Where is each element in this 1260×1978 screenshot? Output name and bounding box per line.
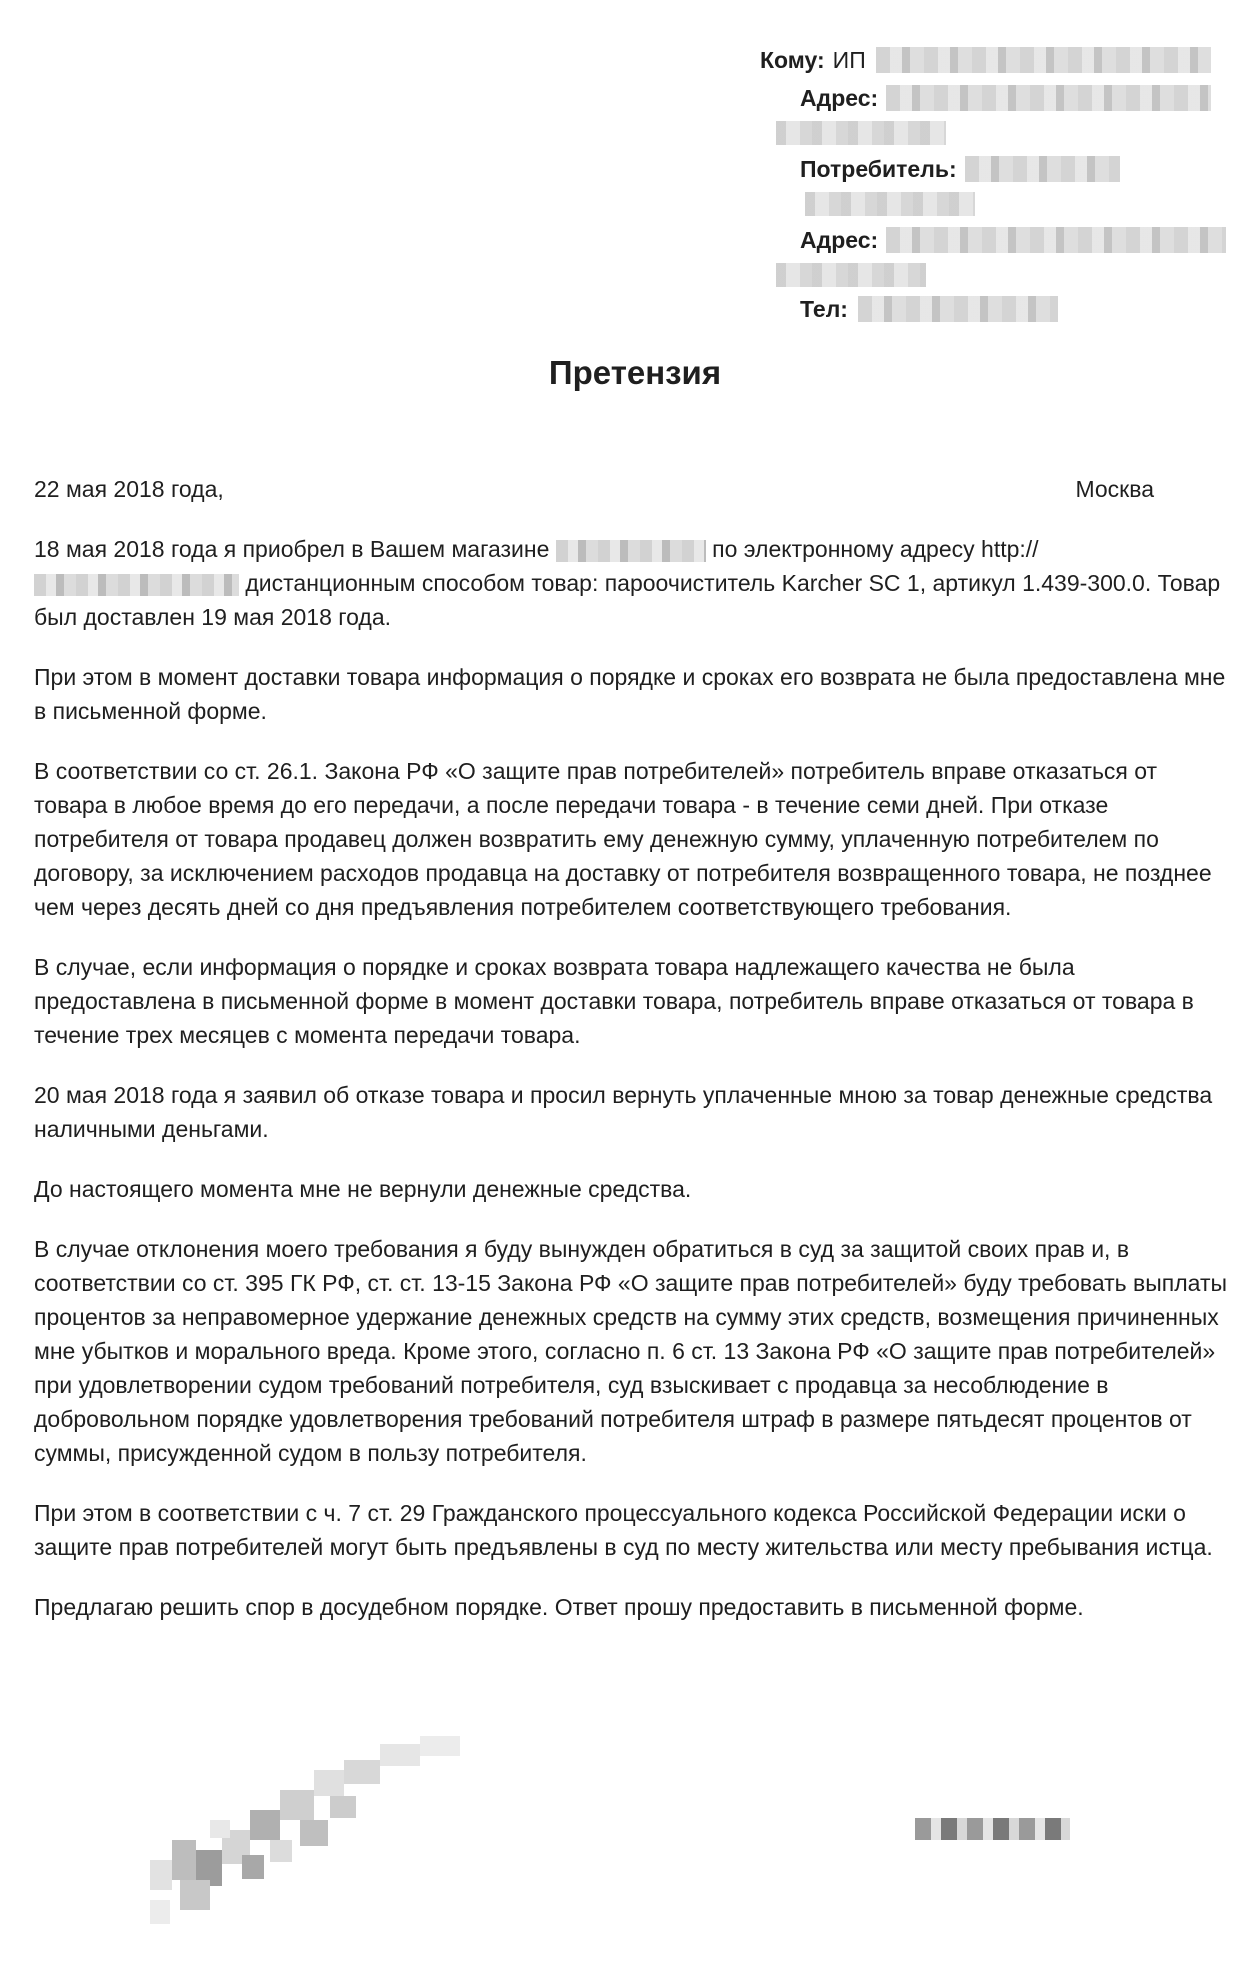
address2-row	[800, 224, 1240, 287]
claim-body	[34, 532, 1229, 1650]
paragraph-purchase	[34, 532, 1229, 634]
redacted-consumer	[965, 156, 1120, 182]
address1-row	[800, 82, 1240, 145]
paragraph-9: Предлагаю решить спор в досудебном порядке. Ответ прошу предоставить в письменной форме.	[34, 1594, 1084, 1620]
document-title: Претензия	[548, 354, 722, 391]
paragraph-8: При этом в соответствии с ч. 7 ст. 29 Гражданского процессуального кодекса Российской Федерации иски о защите прав потребителей могут быть предъявлены в суд по месту жительства или месту пребывания истца.	[34, 1500, 1213, 1560]
redacted-address2	[886, 227, 1226, 253]
redacted-address1	[886, 85, 1211, 111]
to-value: ИП	[832, 47, 866, 73]
p1-part-d: дистанционным способом товар: пароочиститель Karcher SC 1, артикул 1.439-300.0. Товар был доставлен 19 мая 2018 года.	[34, 570, 1221, 630]
p1-part-b: по электронному адресу	[712, 536, 975, 562]
paragraph-4: В случае, если информация о порядке и сроках возврата товара надлежащего качества не была предоставлена в письменной форме в момент доставки товара, потребитель вправе отказаться от товара в течение трех месяцев с момента передачи товара.	[34, 954, 1194, 1048]
paragraph-3: В соответствии со ст. 26.1. Закона РФ «О защите прав потребителей» потребитель вправе отказаться от товара в любое время до его передачи, а после передачи товара - в течение семи дней. При отказе потребителя от товара продавец должен возвратить ему денежную сумму, уплаченную потребителем по договору, за исключением расходов продавца на доставку от потребителя возвращенного товара, не позднее чем через десять дней со дня предъявления потребителем соответствующего требования.	[34, 758, 1212, 920]
document-date: 22 мая 2018 года,	[34, 476, 224, 502]
paragraph-5: 20 мая 2018 года я заявил об отказе товара и просил вернуть уплаченные мною за товар денежные средства наличными деньгами.	[34, 1082, 1213, 1142]
paragraph-6: До настоящего момента мне не вернули денежные средства.	[34, 1176, 692, 1202]
address2-value	[886, 224, 1226, 287]
redacted-signature	[150, 1730, 530, 1930]
consumer-row	[800, 153, 1240, 216]
to-label: Кому:	[760, 47, 825, 73]
address1-value	[886, 82, 1211, 145]
redacted-address1-line2	[776, 121, 946, 145]
consumer-label: Потребитель:	[800, 156, 957, 182]
to-row	[760, 44, 1240, 76]
redacted-signer-name	[915, 1818, 1070, 1840]
addressee-block	[760, 44, 1240, 325]
consumer-value	[965, 153, 1120, 216]
paragraph-2: При этом в момент доставки товара информация о порядке и сроках его возврата не была предоставлена мне в письменной форме.	[34, 664, 1226, 724]
paragraph-7: В случае отклонения моего требования я буду вынужден обратиться в суд за защитой своих прав и, в соответствии со ст. 395 ГК РФ, ст. ст. 13-15 Закона РФ «О защите прав потребителей» буду требовать выплаты процентов за неправомерное удержание денежных средств на сумму этих средств, возмещения причиненных мне убытков и морального вреда. Кроме этого, согласно п. 6 ст. 13 Закона РФ «О защите прав потребителей» при удовлетворении судом требований потребителя, суд взыскивает с продавца за несоблюдение в добровольном порядке удовлетворения требований потребителя штраф в размере пятьдесят процентов от суммы, присужденной судом в пользу потребителя.	[34, 1236, 1228, 1466]
address1-label: Адрес:	[800, 85, 879, 111]
redacted-address2-line2	[776, 263, 926, 287]
date-line	[34, 476, 1154, 503]
phone-label: Тел:	[800, 296, 848, 322]
p1-part-a: 18 мая 2018 года я приобрел в Вашем магазине	[34, 536, 550, 562]
redacted-url	[34, 574, 239, 596]
phone-row	[800, 293, 1240, 325]
p1-url-prefix: http://	[981, 536, 1039, 562]
redacted-phone	[858, 296, 1058, 322]
document-city: Москва	[1075, 476, 1154, 502]
address2-label: Адрес:	[800, 227, 879, 253]
redacted-shop-name	[556, 540, 706, 562]
redacted-recipient	[876, 47, 1211, 73]
redacted-consumer-line2	[805, 192, 975, 216]
